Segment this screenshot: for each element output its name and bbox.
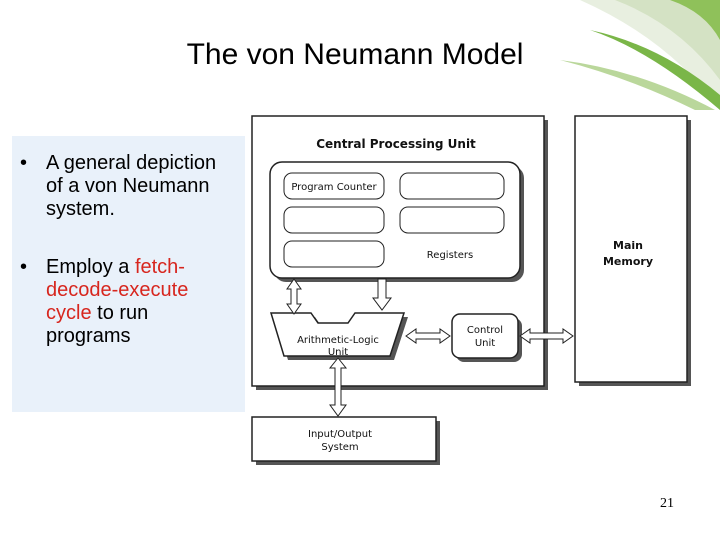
- page-number: 21: [660, 496, 674, 511]
- register-slot: [284, 241, 384, 267]
- slide-title: The von Neumann Model: [186, 38, 524, 71]
- main-memory-label-line2: Memory: [602, 255, 654, 268]
- register-slot: [400, 207, 504, 233]
- bullet-text-2-highlight: fetch-decode-execute cycle: [46, 256, 189, 324]
- register-slot: [284, 207, 384, 233]
- control-unit-box: [452, 314, 518, 358]
- alu-label-line2: Unit: [327, 347, 349, 358]
- alu-label-line1: Arithmetic-Logic: [297, 335, 379, 346]
- bullet-text-2-post: to run programs: [46, 302, 149, 347]
- bullet-text-1: A general depiction of a von Neumann system.: [46, 152, 217, 220]
- bullet-text-2-pre: Employ a: [46, 256, 135, 278]
- bullet-dot: •: [20, 256, 28, 278]
- main-memory-label-line1: Main: [613, 239, 643, 252]
- io-system-label-line2: System: [321, 442, 359, 453]
- register-slot: [400, 173, 504, 199]
- program-counter-label: Program Counter: [291, 182, 377, 193]
- cpu-label: Central Processing Unit: [316, 137, 476, 151]
- control-unit-label-line1: Control: [466, 325, 504, 336]
- io-system-label-line1: Input/Output: [308, 429, 372, 440]
- control-unit-label-line2: Unit: [474, 338, 496, 349]
- registers-label: Registers: [426, 250, 474, 261]
- bullet-dot: •: [20, 152, 28, 174]
